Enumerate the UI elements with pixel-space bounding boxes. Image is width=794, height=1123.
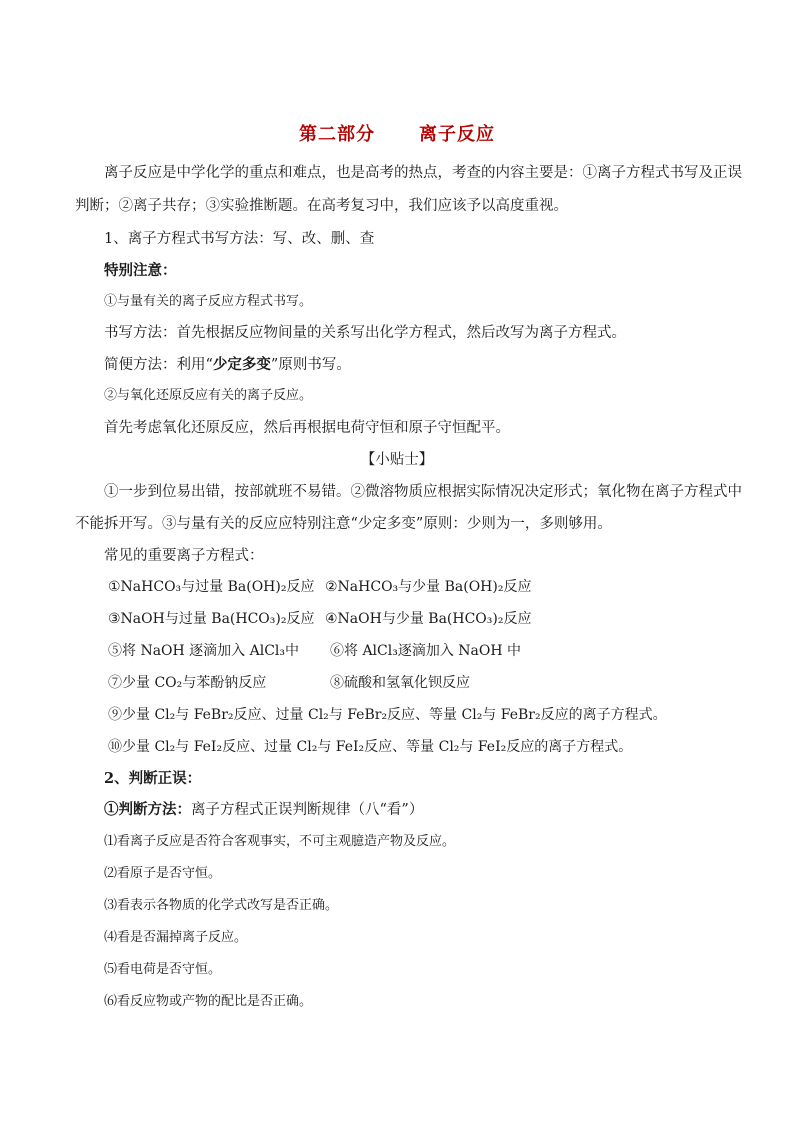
check-item: ⑷看是否漏掉离子反应。 [104, 930, 248, 945]
reaction-4: ④NaOH与少量 Ba(HCO₃)₂反应 [325, 611, 532, 627]
check-item: ⑹看反应物或产物的配比是否正确。 [104, 994, 313, 1009]
note-label: 特别注意： [104, 262, 177, 279]
check-item: ⑴看离子反应是否符合客观事实，不可主观臆造产物及反应。 [104, 834, 456, 849]
title-part: 第二部分 [299, 124, 375, 145]
section-1-heading: 1、离子方程式书写方法：写、改、删、查 [104, 231, 375, 247]
reaction-3: ③NaOH与过量 Ba(HCO₃)₂反应 [108, 611, 315, 627]
check-item: ⑵看原子是否守恒。 [104, 866, 222, 881]
note-item-1: ①与量有关的离子反应方程式书写。 [104, 294, 313, 309]
tip-line-1: ①一步到位易出错，按部就班不易错。②微溶物质应根据实际情况决定形式；氧化物在离子方程式中 [104, 484, 742, 500]
reaction-8: ⑧硫酸和氢氧化钡反应 [330, 675, 470, 691]
reaction-2: ②NaHCO₃与少量 Ba(OH)₂反应 [325, 579, 532, 595]
tip-line-2: 不能拆开写。③与量有关的反应应特别注意“少定多变”原则：少则为一，多则够用。 [75, 516, 612, 532]
judge-method-text: 离子方程式正误判断规律（八“看”） [191, 802, 424, 818]
tip-label: 【小贴士】 [360, 452, 434, 468]
reaction-6: ⑥将 AlCl₃逐滴加入 NaOH 中 [330, 643, 522, 659]
page-title [0, 120, 794, 146]
note-shortcut-method: 简便方法：利用“少定多变”原则书写。 [104, 356, 351, 373]
reaction-9: ⑨少量 Cl₂与 FeBr₂反应、过量 Cl₂与 FeBr₂反应、等量 Cl₂与 FeBr₂反应的离子方程式。 [108, 707, 667, 723]
note-writing-method: 书写方法：首先根据反应物间量的关系写出化学方程式，然后改写为离子方程式。 [104, 325, 626, 341]
check-item: ⑶看表示各物质的化学式改写是否正确。 [104, 898, 339, 913]
judge-method-label: ①判断方法： [104, 801, 191, 818]
intro-line-1: 离子反应是中学化学的重点和难点，也是高考的热点，考查的内容主要是：①离子方程式书写及正误 [104, 165, 742, 181]
rule-highlight: 少定多变 [212, 356, 271, 373]
section-2-heading: 2、判断正误： [104, 770, 202, 787]
judge-method [104, 800, 423, 820]
common-heading: 常见的重要离子方程式： [104, 548, 264, 564]
reaction-5: ⑤将 NaOH 逐滴加入 AlCl₃中 [108, 643, 300, 659]
reaction-10: ⑩少量 Cl₂与 FeI₂反应、过量 Cl₂与 FeI₂反应、等量 Cl₂与 FeI₂反应的离子方程式。 [108, 739, 633, 755]
note-item-2: ②与氧化还原反应有关的离子反应。 [104, 388, 313, 403]
reaction-7: ⑦少量 CO₂与苯酚钠反应 [108, 675, 267, 691]
title-topic: 离子反应 [419, 124, 495, 145]
reaction-1: ①NaHCO₃与过量 Ba(OH)₂反应 [108, 579, 315, 595]
intro-line-2: 判断；②离子共存；③实验推断题。在高考复习中，我们应该予以高度重视。 [75, 198, 568, 214]
note-redox-method: 首先考虑氧化还原反应，然后再根据电荷守恒和原子守恒配平。 [104, 420, 510, 436]
check-item: ⑸看电荷是否守恒。 [104, 962, 222, 977]
